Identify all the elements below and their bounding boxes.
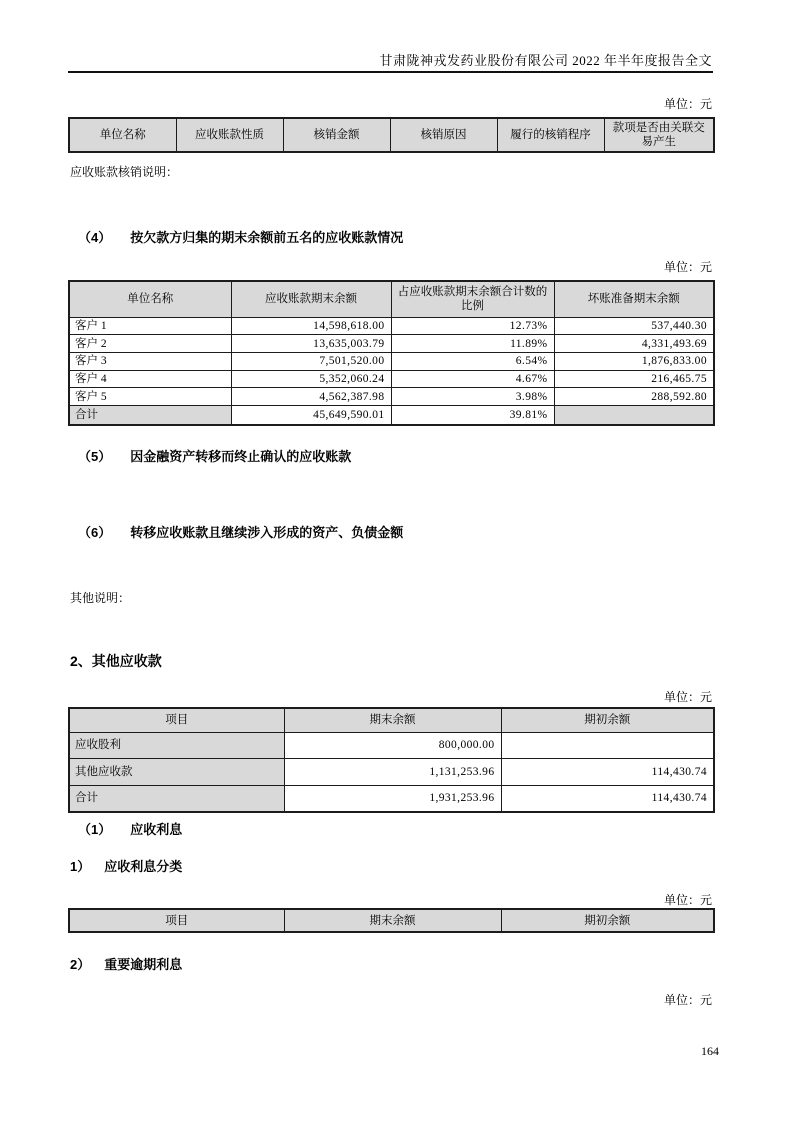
section-heading-6 bbox=[78, 522, 403, 541]
table-row bbox=[69, 759, 714, 786]
page-number: 164 bbox=[701, 1044, 719, 1058]
section-title: 转移应收账款且继续涉入形成的资产、负债金额 bbox=[130, 525, 404, 540]
table-cell: 1,931,253.96 bbox=[284, 785, 501, 812]
section-heading-overdue-interest bbox=[70, 954, 182, 973]
table-row bbox=[69, 370, 714, 388]
table-header-cell: 项目 bbox=[69, 708, 284, 732]
section-heading-interest bbox=[78, 819, 182, 838]
table-cell: 4,562,387.98 bbox=[231, 388, 391, 406]
table-header-cell: 期初余额 bbox=[501, 708, 714, 732]
table-cell: 216,465.75 bbox=[554, 370, 714, 388]
table-total-row bbox=[69, 785, 714, 812]
unit-label: 单位：元 bbox=[663, 97, 712, 111]
table-header-row bbox=[69, 909, 714, 932]
section-title: 按欠款方归集的期末余额前五名的应收账款情况 bbox=[130, 230, 404, 245]
table-cell: 800,000.00 bbox=[284, 732, 501, 759]
table-cell: 合计 bbox=[69, 405, 231, 425]
header-rule bbox=[68, 71, 713, 73]
table-cell: 11.89% bbox=[391, 335, 554, 353]
report-header-title: 甘肃陇神戎发药业股份有限公司 2022 年半年度报告全文 bbox=[379, 53, 712, 68]
table-header-cell: 期初余额 bbox=[501, 909, 714, 932]
table-cell: 114,430.74 bbox=[501, 785, 714, 812]
table-header-cell: 应收账款性质 bbox=[176, 118, 283, 152]
table-cell: 客户 3 bbox=[69, 352, 231, 370]
table-cell: 应收股利 bbox=[69, 732, 284, 759]
section-title: 因金融资产转移而终止确认的应收账款 bbox=[130, 449, 352, 464]
section-number: （1） bbox=[78, 822, 112, 837]
table-header-cell: 期末余额 bbox=[284, 909, 501, 932]
table-cell: 5,352,060.24 bbox=[231, 370, 391, 388]
unit-label: 单位：元 bbox=[663, 893, 712, 907]
section-number: 1） bbox=[70, 859, 91, 874]
table-row bbox=[69, 352, 714, 370]
table-cell: 客户 4 bbox=[69, 370, 231, 388]
table-cell: 114,430.74 bbox=[501, 759, 714, 786]
table-cell bbox=[554, 405, 714, 425]
table-cell: 288,592.80 bbox=[554, 388, 714, 406]
section-heading-other-receivables: 2、其他应收款 bbox=[70, 653, 162, 669]
table-header-cell: 应收账款期末余额 bbox=[231, 281, 391, 317]
section-heading-4 bbox=[78, 227, 403, 246]
table-cell: 其他应收款 bbox=[69, 759, 284, 786]
table-header-cell: 履行的核销程序 bbox=[497, 118, 604, 152]
table-total-row bbox=[69, 405, 714, 425]
table-header-cell: 核销金额 bbox=[283, 118, 390, 152]
table-cell: 39.81% bbox=[391, 405, 554, 425]
table-header-cell: 款项是否由关联交易产生 bbox=[604, 118, 714, 152]
table-cell: 4,331,493.69 bbox=[554, 335, 714, 353]
unit-label: 单位：元 bbox=[663, 993, 712, 1007]
table-cell: 7,501,520.00 bbox=[231, 352, 391, 370]
section-title: 应收利息分类 bbox=[104, 859, 183, 874]
interest-class-table bbox=[68, 908, 715, 933]
table-cell: 6.54% bbox=[391, 352, 554, 370]
table-row bbox=[69, 732, 714, 759]
section-heading-interest-class bbox=[70, 856, 182, 875]
table-cell: 客户 5 bbox=[69, 388, 231, 406]
table-header-cell: 单位名称 bbox=[69, 281, 231, 317]
unit-label: 单位：元 bbox=[663, 690, 712, 704]
table-header-row bbox=[69, 708, 714, 732]
table-cell: 45,649,590.01 bbox=[231, 405, 391, 425]
table-cell: 4.67% bbox=[391, 370, 554, 388]
table-header-cell: 单位名称 bbox=[69, 118, 176, 152]
table-header-cell: 期末余额 bbox=[284, 708, 501, 732]
section-number: （4） bbox=[78, 230, 112, 245]
section-title: 应收利息 bbox=[130, 822, 183, 837]
section-title: 重要逾期利息 bbox=[104, 957, 183, 972]
table-cell: 客户 2 bbox=[69, 335, 231, 353]
table-header-cell: 核销原因 bbox=[390, 118, 497, 152]
table-header-cell: 项目 bbox=[69, 909, 284, 932]
section-number: （6） bbox=[78, 525, 112, 540]
top5-receivables-table bbox=[68, 280, 715, 426]
table-cell: 1,131,253.96 bbox=[284, 759, 501, 786]
other-receivables-table bbox=[68, 707, 715, 813]
table-header-cell: 占应收账款期末余额合计数的比例 bbox=[391, 281, 554, 317]
section-number: 2） bbox=[70, 957, 91, 972]
table-cell: 13,635,003.79 bbox=[231, 335, 391, 353]
writeoff-note: 应收账款核销说明： bbox=[70, 165, 179, 179]
table-cell bbox=[501, 732, 714, 759]
table-cell: 1,876,833.00 bbox=[554, 352, 714, 370]
table-cell: 14,598,618.00 bbox=[231, 317, 391, 335]
table-row bbox=[69, 335, 714, 353]
table-cell: 3.98% bbox=[391, 388, 554, 406]
table-row bbox=[69, 317, 714, 335]
section-number: （5） bbox=[78, 449, 112, 464]
table-cell: 537,440.30 bbox=[554, 317, 714, 335]
table-cell: 12.73% bbox=[391, 317, 554, 335]
table-header-row bbox=[69, 281, 714, 317]
table-row bbox=[69, 388, 714, 406]
writeoff-table bbox=[68, 117, 715, 153]
other-note: 其他说明： bbox=[70, 591, 131, 605]
section-heading-5 bbox=[78, 446, 351, 465]
table-row bbox=[69, 118, 714, 152]
unit-label: 单位：元 bbox=[663, 260, 712, 274]
table-cell: 客户 1 bbox=[69, 317, 231, 335]
table-cell: 合计 bbox=[69, 785, 284, 812]
table-header-cell: 坏账准备期末余额 bbox=[554, 281, 714, 317]
